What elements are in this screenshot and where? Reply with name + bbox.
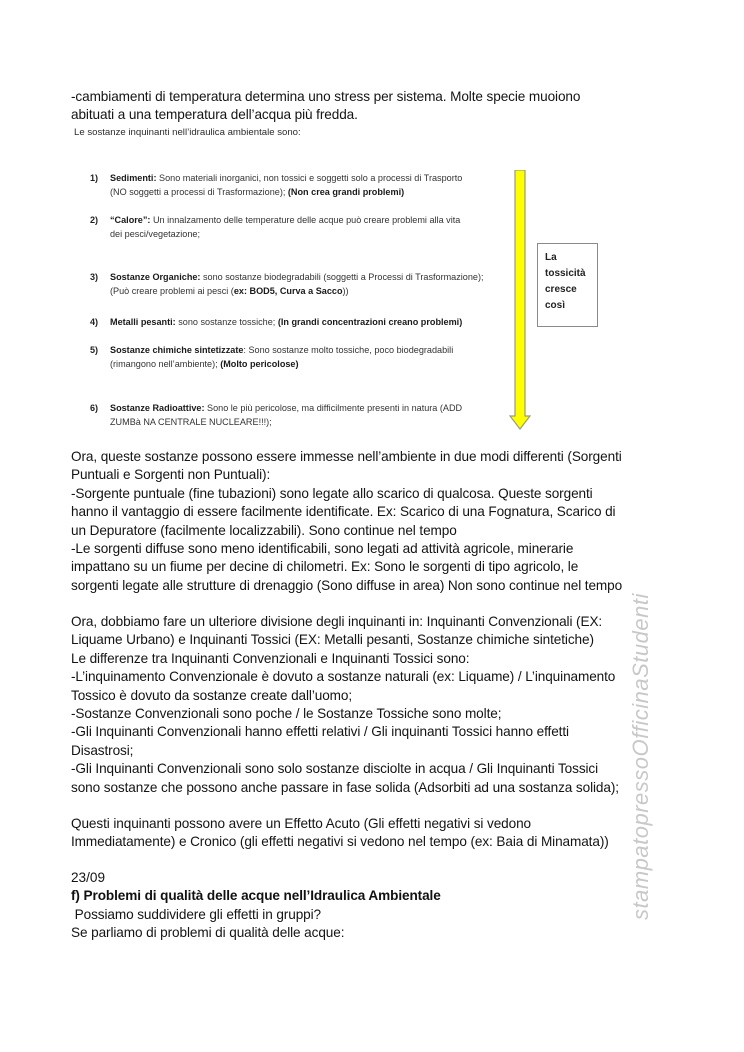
down-arrow-icon: [509, 170, 531, 430]
text-line: -cambiamenti di temperatura determina uno stress per sistema. Molte specie muoiono: [71, 89, 581, 104]
section-heading: f) Problemi di qualità delle acque nell’Idraulica Ambientale: [71, 888, 441, 903]
figure-item-sostanze-organiche: 3) Sostanze Organiche: sono sostanze biodegradabili (soggetti a Processi di Trasformazione); (Può creare problemi ai pesci (ex: BOD5, Curva a Sacco)): [90, 272, 484, 297]
pollutants-figure: [70, 125, 610, 430]
effects-paragraph: Questi inquinanti possono avere un Effetto Acuto (Gli effetti negativi si vedono Immediatamente) e Cronico (gli effetti negativi si vedono nel tempo (ex: Baia di Minamata)): [71, 816, 609, 850]
sources-paragraph: Ora, queste sostanze possono essere immesse nell’ambiente in due modi differenti (Sorgenti Puntuali e Sorgenti non Puntuali): -Sorgente puntuale (fine tubazioni) sono legate allo scarico di qualcosa. Queste sorgenti hanno il vantaggio di essere facilmente identificate. Ex: Scarico di una Fognatura, Scarico di un Depuratore (facilmente localizzabili). Sono continue nel tempo -Le sorgenti diffuse sono meno identificabili, sono legati ad attività agricole, minerarie impattano su un fiume per decine di chilometri. Ex: Sono le sorgenti di tipo agricolo, le sorgenti legate alle strutture di drenaggio (Sono diffuse in area) Non sono continue nel tempo: [71, 449, 623, 593]
watermark: stampatopressoOfficinaStudenti: [628, 593, 653, 920]
toxicity-label-box: La tossicità cresce così: [537, 243, 598, 327]
figure-item-sedimenti: 1) Sedimenti: Sono materiali inorganici, non tossici e soggetti solo a processi di Trasporto (NO soggetti a processi di Trasformazione); (Non crea grandi problemi): [90, 173, 463, 198]
intro-paragraph: [71, 88, 681, 125]
section-date: 23/09: [71, 870, 106, 885]
figure-title: Le sostanze inquinanti nell’idraulica ambientale sono:: [74, 127, 301, 138]
figure-item-calore: 2) “Calore”: Un innalzamento delle temperature delle acque può creare problemi alla vita dei pesci/vegetazione;: [90, 215, 461, 240]
figure-item-sostanze-radioattive: 6) Sostanze Radioattive: Sono le più pericolose, ma difficilmente presenti in natura (ADD ZUMBà NA CENTRALE NUCLEARE!!!);: [90, 403, 463, 428]
section-intro: Possiamo suddividere gli effetti in gruppi? Se parliamo di problemi di qualità delle acque:: [71, 907, 345, 941]
figure-item-sostanze-chimiche: 5) Sostanze chimiche sintetizzate: Sono sostanze molto tossiche, poco biodegradabili (rimangono nell’ambiente); (Molto pericolose): [90, 345, 454, 370]
pollutants-paragraph: Ora, dobbiamo fare un ulteriore divisione degli inquinanti in: Inquinanti Convenzionali (EX: Liquame Urbano) e Inquinanti Tossici (EX: Metalli pesanti, Sostanze chimiche sintetiche) Le differenze tra Inquinanti Convenzionali e Inquinanti Tossici sono: -L’inquinamento Convenzionale è dovuto a sostanze naturali (ex: Liquame) / L’inquinamento Tossico è dovuto da sostanze create dall’uomo; -Sostanze Convenzionali sono poche / le Sostanze Tossiche sono molte; -Gli Inquinanti Convenzionali hanno effetti relativi / Gli inquinanti Tossici hanno effetti Disastrosi; -Gli Inquinanti Convenzionali sono solo sostanze disciolte in acqua / Gli Inquinanti Tossici sono sostanze che possono anche passare in fase solida (Adsorbiti ad una sostanza solida);: [71, 614, 619, 795]
text-line: abituati a una temperatura dell’acqua più fredda.: [71, 107, 358, 123]
figure-item-metalli-pesanti: 4) Metalli pesanti: sono sostanze tossiche; (In grandi concentrazioni creano problemi): [90, 317, 463, 327]
